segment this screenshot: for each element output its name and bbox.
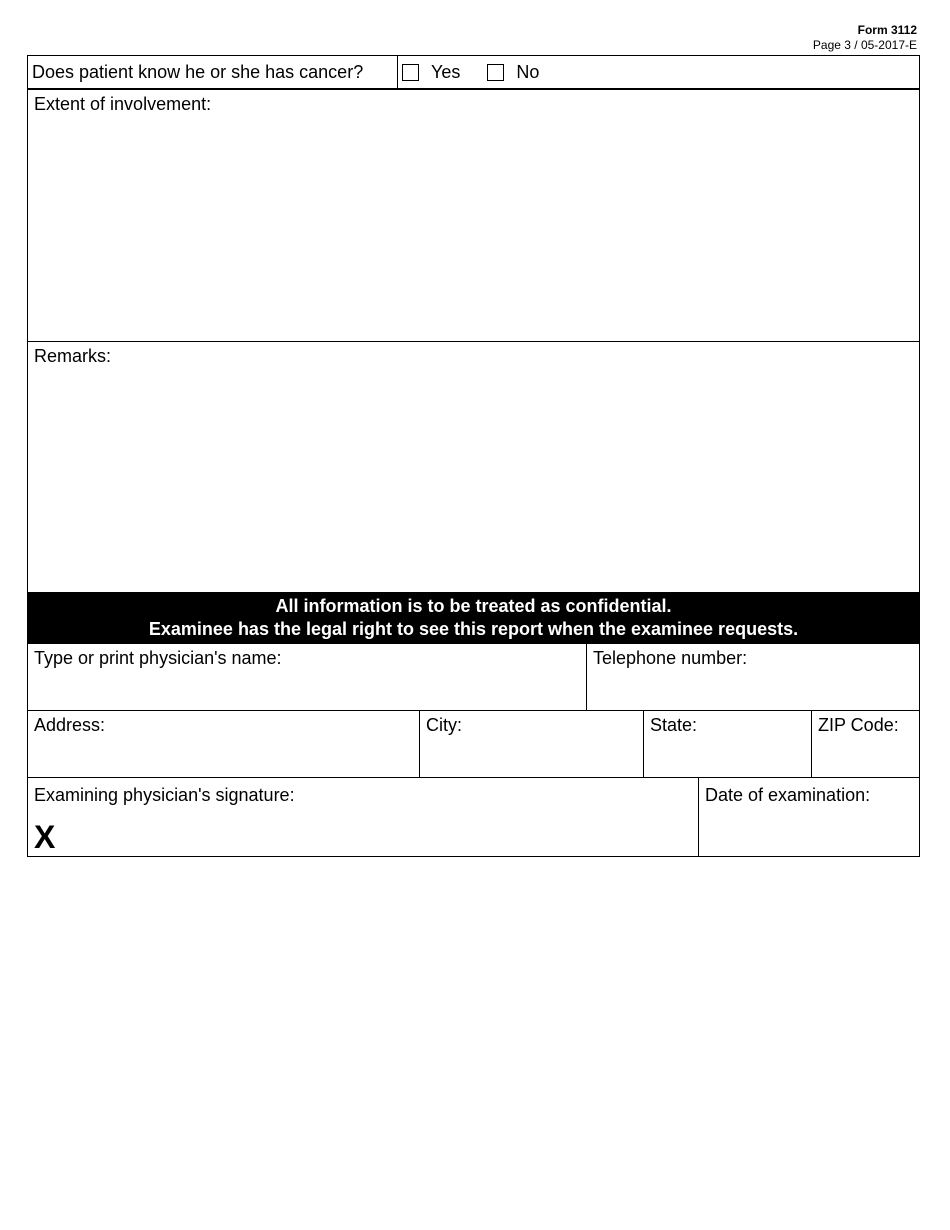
telephone-field[interactable]: [586, 644, 919, 710]
extent-of-involvement-field[interactable]: [28, 90, 919, 342]
address-label: Address:: [34, 715, 106, 735]
signature-row: [28, 778, 919, 856]
date-of-examination-field[interactable]: [698, 778, 919, 856]
form-header: [813, 22, 917, 52]
state-label: State:: [650, 715, 698, 735]
form-table: [27, 55, 920, 857]
zip-code-field[interactable]: [811, 711, 919, 777]
physician-name-label: Type or print physician's name:: [34, 648, 282, 668]
option-no[interactable]: [487, 61, 539, 83]
state-field[interactable]: [643, 711, 811, 777]
page-info: Page 3 / 05-2017-E: [812, 38, 917, 52]
extent-of-involvement-label: Extent of involvement:: [34, 94, 212, 114]
physician-name-field[interactable]: [28, 644, 586, 710]
cancer-awareness-row: [28, 56, 919, 90]
form-number: Form 3112: [857, 23, 917, 37]
cancer-awareness-options: [397, 56, 919, 88]
signature-x-mark: X: [34, 819, 56, 855]
signature-field[interactable]: [28, 778, 698, 856]
notice-line-2: Examinee has the legal right to see this report when the examinee requests.: [148, 619, 799, 639]
no-label: No: [516, 62, 540, 82]
cancer-awareness-question: Does patient know he or she has cancer?: [32, 62, 364, 82]
no-checkbox[interactable]: [487, 64, 504, 81]
address-field[interactable]: [28, 711, 419, 777]
remarks-field[interactable]: [28, 342, 919, 593]
option-yes[interactable]: [402, 61, 460, 83]
date-of-examination-label: Date of examination:: [705, 785, 871, 805]
confidentiality-notice: [28, 593, 919, 644]
telephone-label: Telephone number:: [593, 648, 748, 668]
yes-checkbox[interactable]: [402, 64, 419, 81]
signature-label: Examining physician's signature:: [34, 785, 295, 805]
physician-name-row: [28, 644, 919, 711]
address-row: [28, 711, 919, 778]
yes-label: Yes: [431, 62, 461, 82]
notice-line-1: All information is to be treated as confidential.: [275, 596, 672, 616]
zip-code-label: ZIP Code:: [818, 715, 899, 735]
city-label: City:: [426, 715, 462, 735]
city-field[interactable]: [419, 711, 643, 777]
remarks-label: Remarks:: [34, 346, 112, 366]
